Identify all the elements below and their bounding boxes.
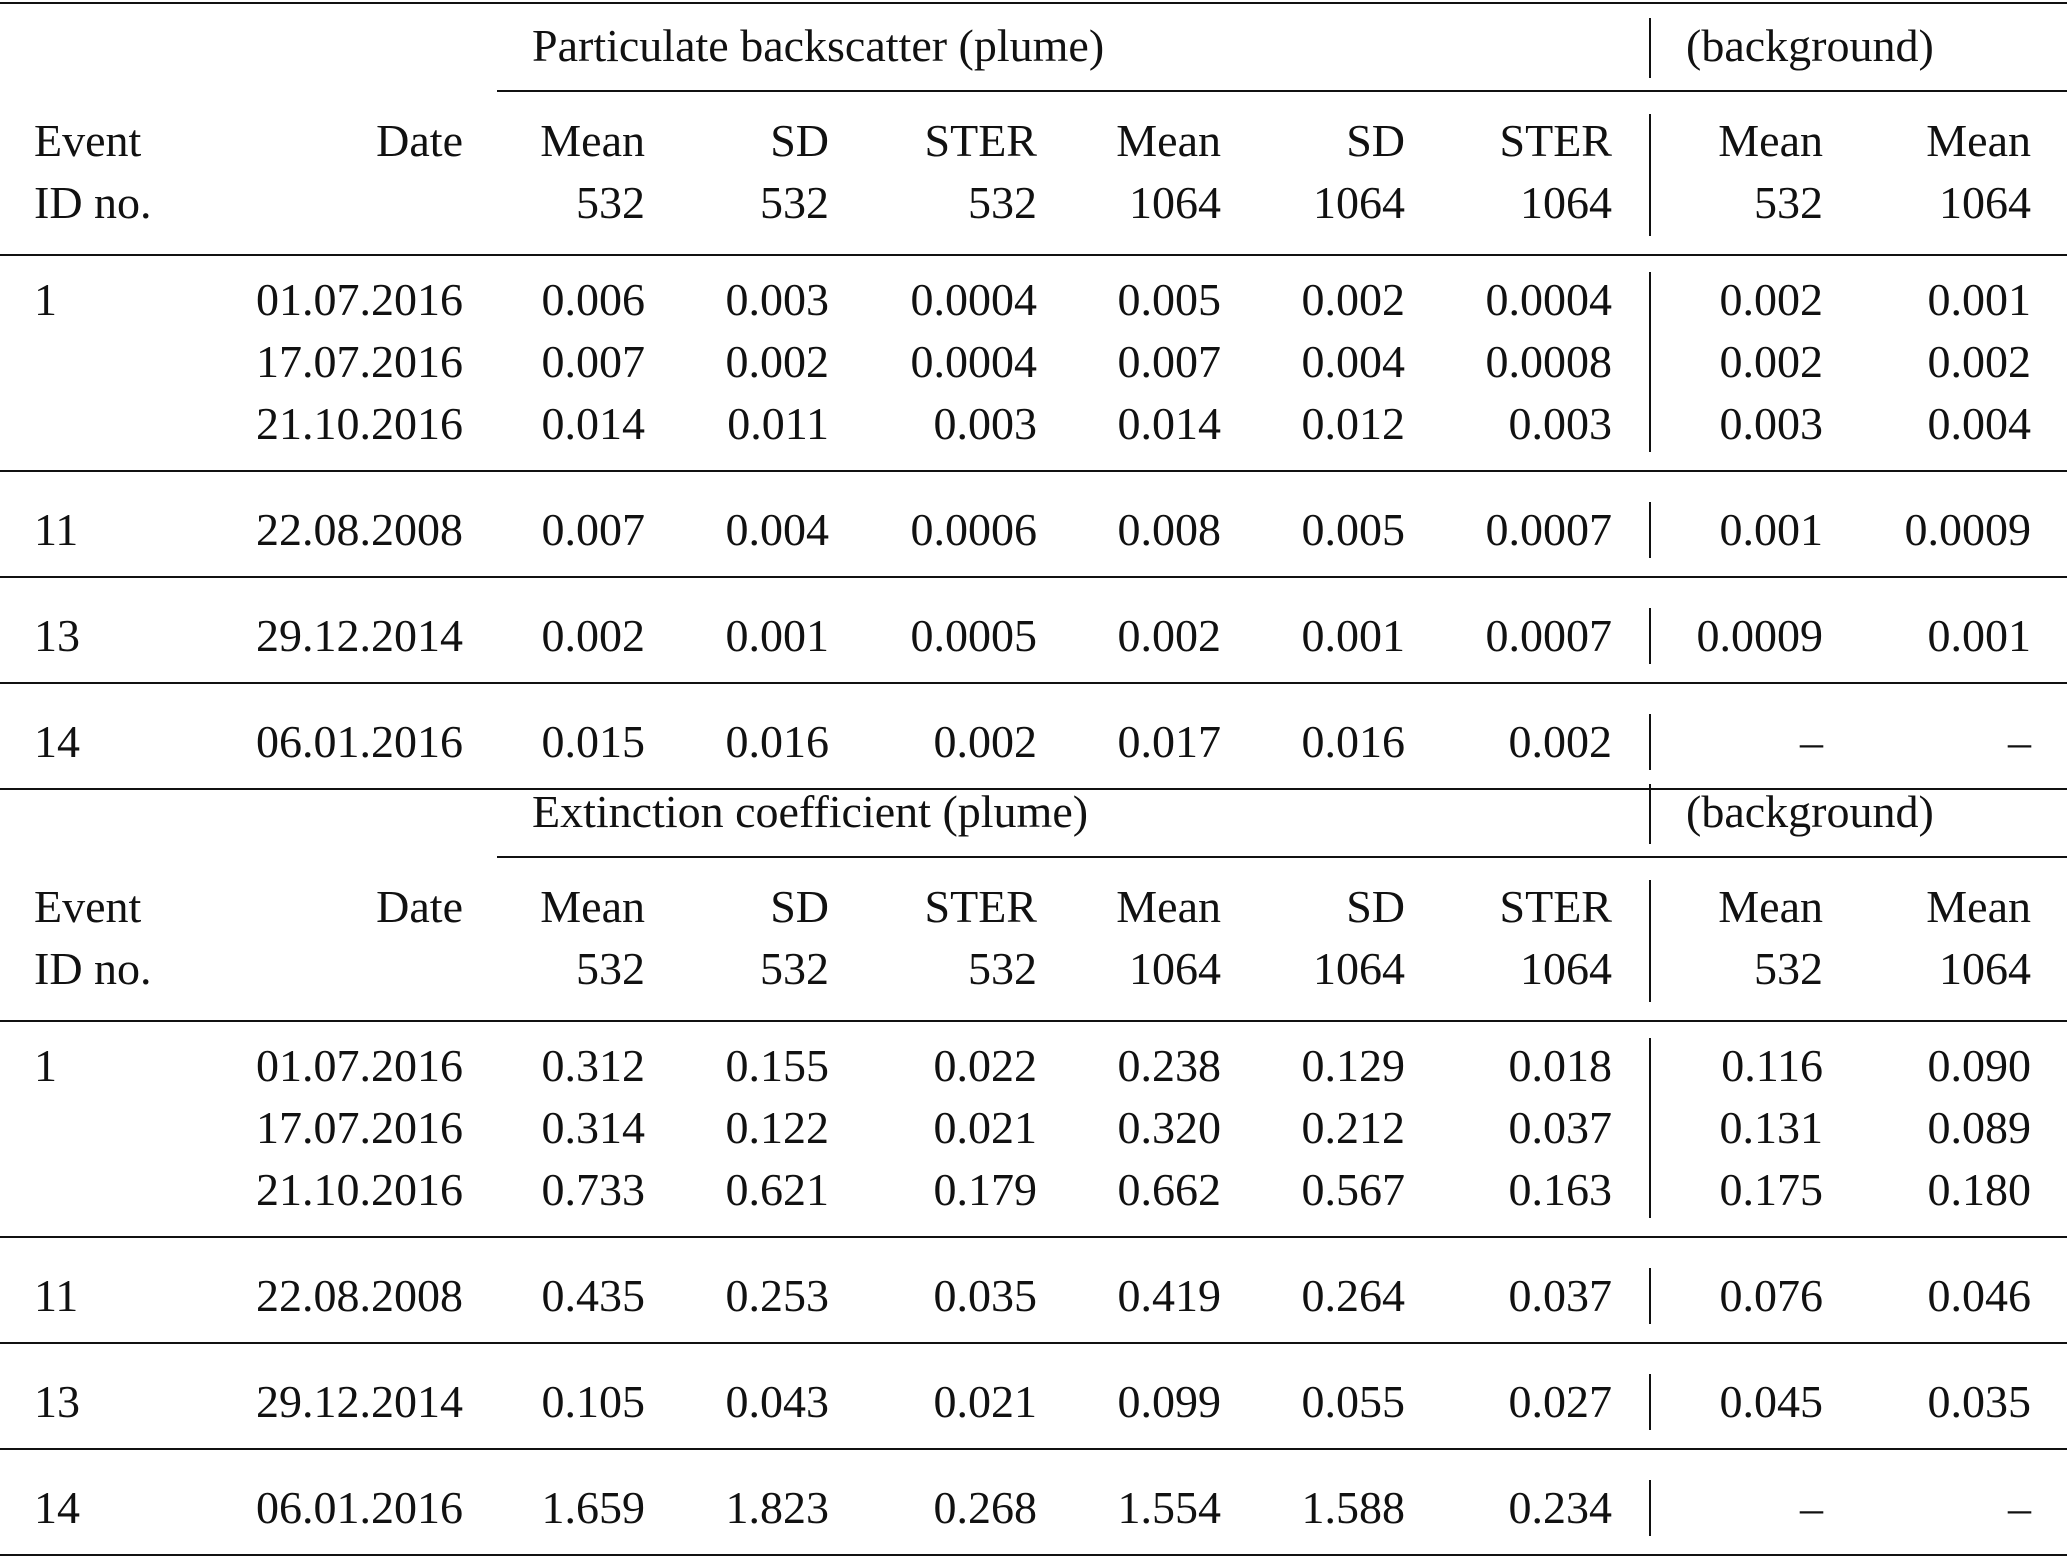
value-cell: 0.003 <box>725 274 829 325</box>
group-rule <box>0 1236 2067 1238</box>
value-cell: 0.001 <box>1927 274 2031 325</box>
value-cell: 0.0008 <box>1485 336 1612 387</box>
value-cell: 0.314 <box>541 1102 645 1153</box>
background-divider <box>1649 114 1651 236</box>
value-cell: 0.090 <box>1927 1040 2031 1091</box>
value-cell: 0.018 <box>1508 1040 1612 1091</box>
value-cell: 0.264 <box>1301 1270 1405 1321</box>
value-cell: 0.001 <box>1927 610 2031 661</box>
value-cell: 1.823 <box>725 1482 829 1533</box>
background-divider <box>1649 272 1651 452</box>
value-cell: 0.435 <box>541 1270 645 1321</box>
value-cell: 0.320 <box>1117 1102 1221 1153</box>
value-cell: 0.004 <box>1301 336 1405 387</box>
value-cell: 1.588 <box>1301 1482 1405 1533</box>
value-cell: 0.014 <box>541 398 645 449</box>
value-cell: 0.021 <box>933 1102 1037 1153</box>
value-cell: 0.002 <box>541 610 645 661</box>
value-cell: 0.0009 <box>1904 504 2031 555</box>
value-cell: 0.002 <box>1927 336 2031 387</box>
event-id-cell: 14 <box>34 1482 80 1533</box>
value-cell: 0.012 <box>1301 398 1405 449</box>
col-header-date: Date <box>376 881 463 932</box>
value-cell: 0.037 <box>1508 1270 1612 1321</box>
date-cell: 17.07.2016 <box>256 336 463 387</box>
col-header-stat: Mean <box>1718 881 1823 932</box>
value-cell: 0.011 <box>727 398 829 449</box>
value-cell: 0.0007 <box>1485 610 1612 661</box>
value-cell: 0.099 <box>1117 1376 1221 1427</box>
col-header-event: Event <box>34 881 142 932</box>
event-id-cell: 1 <box>34 1040 57 1091</box>
group-subrule <box>497 856 2067 858</box>
date-cell: 22.08.2008 <box>256 1270 463 1321</box>
date-cell: 29.12.2014 <box>256 1376 463 1427</box>
value-cell: 1.659 <box>541 1482 645 1533</box>
background-divider <box>1649 18 1651 78</box>
value-cell: 0.002 <box>1508 716 1612 767</box>
col-header-wavelength: 532 <box>760 177 829 228</box>
header-rule <box>0 1020 2067 1022</box>
col-header-stat: Mean <box>540 881 645 932</box>
value-cell: 1.554 <box>1117 1482 1221 1533</box>
event-id-cell: 1 <box>34 274 57 325</box>
value-cell: 0.175 <box>1719 1164 1823 1215</box>
date-cell: 29.12.2014 <box>256 610 463 661</box>
value-cell: 0.007 <box>541 504 645 555</box>
date-cell: 06.01.2016 <box>256 1482 463 1533</box>
value-cell: 0.312 <box>541 1040 645 1091</box>
value-cell: 0.002 <box>725 336 829 387</box>
event-id-cell: 13 <box>34 610 80 661</box>
value-cell: 0.004 <box>725 504 829 555</box>
col-header-wavelength: 1064 <box>1313 177 1405 228</box>
value-cell: 0.253 <box>725 1270 829 1321</box>
background-divider <box>1649 608 1651 664</box>
value-cell: 0.662 <box>1117 1164 1221 1215</box>
value-cell: 0.017 <box>1117 716 1221 767</box>
col-header-event: Event <box>34 115 142 166</box>
value-cell: 0.035 <box>933 1270 1037 1321</box>
value-cell: 0.015 <box>541 716 645 767</box>
col-header-stat: Mean <box>1116 115 1221 166</box>
date-cell: 17.07.2016 <box>256 1102 463 1153</box>
col-header-event-id: ID no. <box>34 943 152 994</box>
background-divider <box>1649 714 1651 770</box>
value-cell: 0.005 <box>1301 504 1405 555</box>
value-cell: 0.105 <box>541 1376 645 1427</box>
value-cell: 0.268 <box>933 1482 1037 1533</box>
value-cell: 0.212 <box>1301 1102 1405 1153</box>
group-subrule <box>497 90 2067 92</box>
value-cell: 0.007 <box>541 336 645 387</box>
value-cell: – <box>1800 716 1823 767</box>
value-cell: 0.238 <box>1117 1040 1221 1091</box>
background-label-extinction: (background) <box>1686 786 1934 837</box>
background-divider <box>1649 880 1651 1002</box>
group-rule <box>0 576 2067 578</box>
value-cell: 0.234 <box>1508 1482 1612 1533</box>
value-cell: 0.001 <box>1301 610 1405 661</box>
value-cell: 0.022 <box>933 1040 1037 1091</box>
col-header-wavelength: 532 <box>576 177 645 228</box>
group-label-extinction: Extinction coefficient (plume) <box>532 786 1089 837</box>
value-cell: 0.116 <box>1721 1040 1823 1091</box>
col-header-stat: STER <box>1499 881 1612 932</box>
date-cell: 06.01.2016 <box>256 716 463 767</box>
value-cell: 0.037 <box>1508 1102 1612 1153</box>
value-cell: 0.0006 <box>910 504 1037 555</box>
value-cell: 0.001 <box>725 610 829 661</box>
value-cell: 0.043 <box>725 1376 829 1427</box>
group-rule <box>0 1342 2067 1344</box>
value-cell: – <box>1800 1482 1823 1533</box>
col-header-stat: STER <box>924 115 1037 166</box>
background-divider <box>1649 502 1651 558</box>
value-cell: 0.046 <box>1927 1270 2031 1321</box>
col-header-wavelength: 1064 <box>1129 943 1221 994</box>
col-header-wavelength: 1064 <box>1129 177 1221 228</box>
value-cell: 0.003 <box>1508 398 1612 449</box>
date-cell: 01.07.2016 <box>256 1040 463 1091</box>
value-cell: 0.0007 <box>1485 504 1612 555</box>
col-header-wavelength: 532 <box>1754 943 1823 994</box>
col-header-wavelength: 532 <box>1754 177 1823 228</box>
value-cell: 0.003 <box>1719 398 1823 449</box>
value-cell: 0.002 <box>1301 274 1405 325</box>
event-id-cell: 11 <box>34 1270 79 1321</box>
group-rule <box>0 1448 2067 1450</box>
background-label-backscatter: (background) <box>1686 20 1934 71</box>
col-header-stat: SD <box>1346 881 1405 932</box>
top-rule <box>0 2 2067 4</box>
value-cell: 0.002 <box>933 716 1037 767</box>
value-cell: 0.0005 <box>910 610 1037 661</box>
value-cell: 0.155 <box>725 1040 829 1091</box>
group-label-backscatter: Particulate backscatter (plume) <box>532 20 1105 71</box>
value-cell: 0.733 <box>541 1164 645 1215</box>
value-cell: 0.567 <box>1301 1164 1405 1215</box>
background-divider <box>1649 1480 1651 1536</box>
event-id-cell: 14 <box>34 716 80 767</box>
background-divider <box>1649 1374 1651 1430</box>
col-header-date: Date <box>376 115 463 166</box>
value-cell: 0.0009 <box>1696 610 1823 661</box>
background-divider <box>1649 1268 1651 1324</box>
value-cell: 0.002 <box>1719 274 1823 325</box>
col-header-wavelength: 532 <box>968 943 1037 994</box>
value-cell: 0.002 <box>1719 336 1823 387</box>
col-header-wavelength: 532 <box>760 943 829 994</box>
value-cell: 0.006 <box>541 274 645 325</box>
value-cell: 0.0004 <box>910 336 1037 387</box>
header-rule <box>0 254 2067 256</box>
value-cell: 0.621 <box>725 1164 829 1215</box>
value-cell: 0.021 <box>933 1376 1037 1427</box>
value-cell: 0.131 <box>1719 1102 1823 1153</box>
col-header-wavelength: 1064 <box>1520 943 1612 994</box>
group-rule <box>0 682 2067 684</box>
value-cell: 0.004 <box>1927 398 2031 449</box>
value-cell: 0.002 <box>1117 610 1221 661</box>
value-cell: 0.035 <box>1927 1376 2031 1427</box>
group-rule <box>0 470 2067 472</box>
date-cell: 22.08.2008 <box>256 504 463 555</box>
value-cell: 0.180 <box>1927 1164 2031 1215</box>
value-cell: 0.129 <box>1301 1040 1405 1091</box>
date-cell: 01.07.2016 <box>256 274 463 325</box>
event-id-cell: 11 <box>34 504 79 555</box>
value-cell: 0.008 <box>1117 504 1221 555</box>
col-header-stat: STER <box>1499 115 1612 166</box>
value-cell: 0.076 <box>1719 1270 1823 1321</box>
value-cell: 0.014 <box>1117 398 1221 449</box>
col-header-stat: STER <box>924 881 1037 932</box>
date-cell: 21.10.2016 <box>256 398 463 449</box>
value-cell: 0.122 <box>725 1102 829 1153</box>
value-cell: 0.016 <box>1301 716 1405 767</box>
col-header-wavelength: 1064 <box>1939 177 2031 228</box>
value-cell: 0.089 <box>1927 1102 2031 1153</box>
value-cell: 0.007 <box>1117 336 1221 387</box>
col-header-stat: Mean <box>1116 881 1221 932</box>
value-cell: 0.005 <box>1117 274 1221 325</box>
value-cell: 0.027 <box>1508 1376 1612 1427</box>
col-header-stat: Mean <box>1926 881 2031 932</box>
col-header-event-id: ID no. <box>34 177 152 228</box>
value-cell: 0.419 <box>1117 1270 1221 1321</box>
col-header-stat: Mean <box>1926 115 2031 166</box>
value-cell: 0.016 <box>725 716 829 767</box>
col-header-stat: Mean <box>1718 115 1823 166</box>
col-header-wavelength: 1064 <box>1939 943 2031 994</box>
value-cell: 0.0004 <box>910 274 1037 325</box>
col-header-wavelength: 1064 <box>1520 177 1612 228</box>
date-cell: 21.10.2016 <box>256 1164 463 1215</box>
col-header-stat: SD <box>1346 115 1405 166</box>
value-cell: 0.001 <box>1719 504 1823 555</box>
event-id-cell: 13 <box>34 1376 80 1427</box>
value-cell: – <box>2008 1482 2031 1533</box>
col-header-wavelength: 1064 <box>1313 943 1405 994</box>
value-cell: 0.179 <box>933 1164 1037 1215</box>
value-cell: 0.163 <box>1508 1164 1612 1215</box>
value-cell: 0.055 <box>1301 1376 1405 1427</box>
col-header-wavelength: 532 <box>576 943 645 994</box>
value-cell: 0.045 <box>1719 1376 1823 1427</box>
col-header-stat: SD <box>770 115 829 166</box>
background-divider <box>1649 784 1651 844</box>
value-cell: 0.003 <box>933 398 1037 449</box>
value-cell: – <box>2008 716 2031 767</box>
value-cell: 0.0004 <box>1485 274 1612 325</box>
col-header-wavelength: 532 <box>968 177 1037 228</box>
col-header-stat: Mean <box>540 115 645 166</box>
background-divider <box>1649 1038 1651 1218</box>
col-header-stat: SD <box>770 881 829 932</box>
